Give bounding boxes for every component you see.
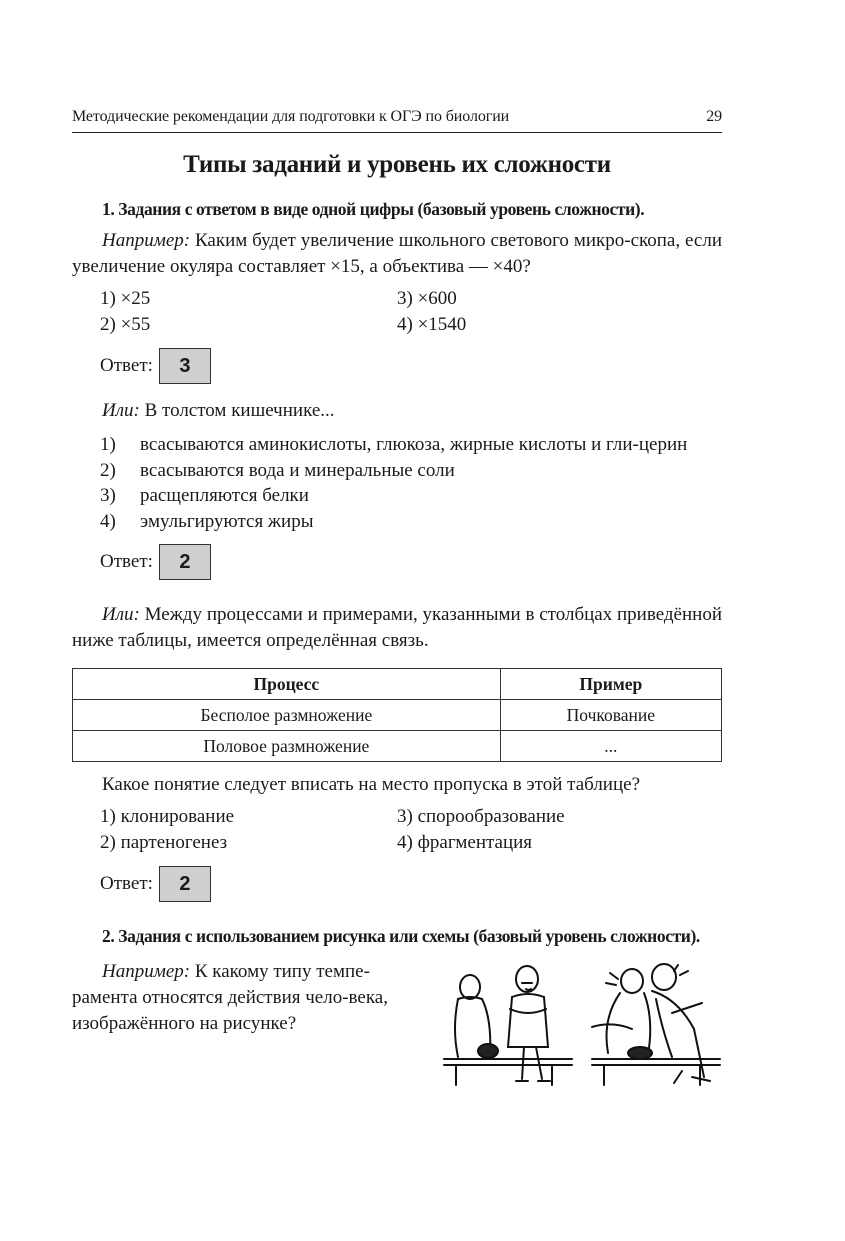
q2-answer-box: 2 xyxy=(159,544,211,580)
q1-option-3: 3) ×600 xyxy=(397,288,457,309)
s2-q1-text xyxy=(72,959,412,1104)
q2-lead: Или: xyxy=(102,400,140,421)
q3-option-4: 4) фрагментация xyxy=(397,832,533,853)
section2-example xyxy=(72,959,722,1104)
q1-question: Каким будет увеличение школьного светового микро-скопа, если увеличение окуляра составляет ×15, а объектива — ×40? xyxy=(72,230,722,277)
q3-question: Между процессами и примерами, указанными в столбцах приведённой ниже таблицы, имеется определённая связь. xyxy=(72,604,722,651)
temperament-illustration xyxy=(442,959,722,1104)
q3-options xyxy=(72,804,722,856)
q1-option-2: 2) ×55 xyxy=(100,314,151,335)
q1-lead: Например: xyxy=(102,230,191,251)
q2-option-1: 1) всасываются аминокислоты, глюкоза, жирные кислоты и гли-церин xyxy=(100,434,688,455)
table-cell: Бесполое размножение xyxy=(73,700,501,731)
page xyxy=(72,108,722,1104)
bench-cartoon-image xyxy=(442,959,722,1099)
q1-answer-label: Ответ: xyxy=(100,355,153,376)
table-cell: Половое размножение xyxy=(73,731,501,762)
q2-text xyxy=(72,398,722,424)
q3-option-1: 1) клонирование xyxy=(100,806,235,827)
page-number: 29 xyxy=(706,108,722,125)
q2-option-2: 2) всасываются вода и минеральные соли xyxy=(100,459,455,481)
q2-option-3: 3) расщепляются белки xyxy=(100,485,309,506)
q3-question-line: Какое понятие следует вписать на место пропуска в этой таблице? xyxy=(102,774,641,795)
q3-answer xyxy=(100,866,722,902)
table-header-row xyxy=(73,669,722,700)
q3-option-3: 3) спорообразование xyxy=(397,806,565,827)
s2-q1-lead: Например: xyxy=(102,961,191,982)
q2-options xyxy=(72,432,722,534)
q1-answer-box: 3 xyxy=(159,348,211,384)
q3-option-2: 2) партеногенез xyxy=(100,832,228,853)
running-header xyxy=(72,108,722,133)
page-title: Типы заданий и уровень их сложности xyxy=(183,151,611,178)
q3-answer-label: Ответ: xyxy=(100,873,153,894)
section2-heading: 2. Задания с использованием рисунка или схемы (базовый уровень сложности). xyxy=(102,926,700,946)
q1-option-4: 4) ×1540 xyxy=(397,314,467,335)
q1-answer xyxy=(100,348,722,384)
q1-option-1: 1) ×25 xyxy=(100,288,151,309)
q3-lead: Или: xyxy=(102,604,140,625)
process-table xyxy=(72,668,722,762)
table-cell: ... xyxy=(500,731,721,762)
s2-q1-question: К какому типу темпе-рамента относятся действия чело-века, изображённого на рисунке? xyxy=(72,961,388,1034)
q2-option-4: 4) эмульгируются жиры xyxy=(100,510,314,532)
q2-answer xyxy=(100,544,722,580)
table-header-example: Пример xyxy=(500,669,721,700)
table-row xyxy=(73,731,722,762)
q1-text xyxy=(72,228,722,280)
running-title: Методические рекомендации для подготовки к ОГЭ по биологии xyxy=(72,108,510,125)
q3-answer-box: 2 xyxy=(159,866,211,902)
q2-question: В толстом кишечнике... xyxy=(139,400,335,421)
table-cell: Почкование xyxy=(500,700,721,731)
section1-heading: 1. Задания с ответом в виде одной цифры (базовый уровень сложности). xyxy=(102,199,645,219)
q2-answer-label: Ответ: xyxy=(100,551,153,572)
q3-text xyxy=(72,602,722,654)
table-row xyxy=(73,700,722,731)
q1-options xyxy=(72,286,722,338)
table-header-process: Процесс xyxy=(73,669,501,700)
